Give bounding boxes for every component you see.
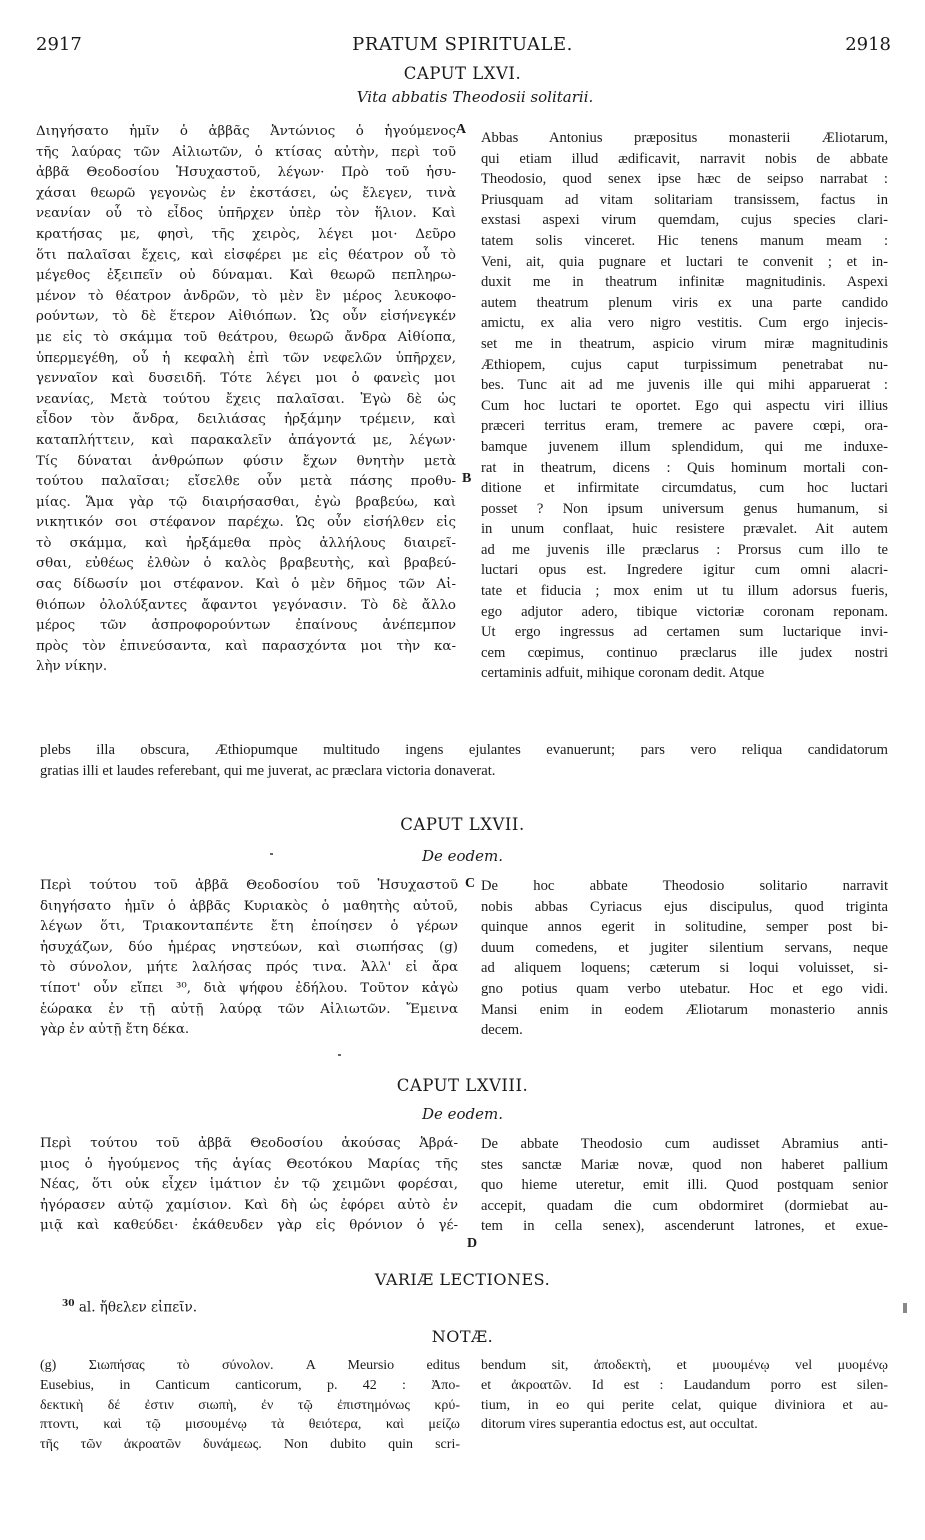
text-line: τὸ σύνολον, μήτε λαλήσας πρός τινα. Ἀλλ' εἰ ἄρα: [40, 960, 458, 976]
text-line: (g) Σιωπήσας τὸ σύνολον. A Meursio editus: [40, 1358, 460, 1373]
text-line: De abbate Theodosio cum audisset Abramius anti-: [481, 1136, 888, 1152]
text-line: bendum sit, ἀποδεκτὴ, et μυουμένῳ vel μυομένῳ: [481, 1358, 888, 1373]
text-line: set me in theatrum, aspicio virum miræ magnitudinis: [481, 335, 888, 352]
text-line: κρατήσας με, φησὶ, τῆς χειρὸς, λέγει μοι· Δεῦρο: [36, 226, 456, 242]
variant-text: al. ἤθελεν εἰπεῖν.: [78, 1299, 197, 1316]
margin-marker-b: B: [462, 471, 472, 486]
chapter-heading-67: CAPUT LXVII.: [400, 815, 525, 834]
text-line: nobis abbas Cyriacus ejus discipulus, quod triginta: [481, 898, 888, 915]
right-page-number: 2918: [845, 34, 891, 55]
text-line: νεανίαν οὗ τὸ εἶδος ὑπῆρχεν ὑπὲρ τὸν ἥλιον. Καὶ: [36, 206, 456, 222]
speck: [270, 853, 273, 855]
text-line: λὴν νίκην.: [36, 659, 108, 675]
greek-column-67: [40, 876, 458, 1041]
text-line: ἠγόρασεν αὐτῷ χαμίσιον. Καὶ δὴ ὡς ἐφόρει αὐτὸ ἐν: [40, 1197, 458, 1213]
text-line: De hoc abbate Theodosio solitario narravit: [481, 878, 888, 894]
text-line: Veni, ait, quia pugnare et luctari te convenit ; et in-: [481, 253, 888, 270]
text-line: Mansi enim in eodem Æliotarum monasterio annis: [481, 1001, 888, 1018]
text-line: bamque juvenem illum splendidum, qui me induxe-: [481, 438, 888, 455]
text-line: τούτου παλαῖσαι; εἴσελθε οὖν μετὰ πάσης προθυ-: [36, 474, 456, 490]
full-width-text-66: [40, 740, 888, 781]
text-line: τὸ σκάμμα, καὶ ἠρξάμεθα πρὸς ἀλλήλους διαιρεῖ-: [36, 535, 456, 551]
text-line: Περὶ τούτου τοῦ ἀββᾶ Θεοδοσίου ἀκούσας Ἀβρά-: [40, 1136, 458, 1151]
text-line: Æthiopem, cujus caput turpissimum penetrabat nu-: [481, 356, 888, 373]
text-line: tate et fiducia ; mox enim ut tu illum adorsus fueris,: [481, 583, 888, 600]
greek-column-68: [40, 1134, 458, 1237]
chapter-heading-68: CAPUT LXVIII.: [396, 1076, 529, 1095]
text-line: in unum conflaat, huic resistere prævalet. Ait autem: [481, 521, 888, 538]
text-line: καταπλήττειν, καὶ παρακαλεῖν ἀπάγοντά με, λέγων·: [36, 432, 456, 448]
text-line: duxit me in theatrum infinitæ magnitudinis. Aspexi: [481, 274, 888, 291]
text-line: præceri territus eram, tremere ac pavere cœpi, ora-: [481, 418, 888, 435]
text-line: πρὸς τὸν ἐπινεύσαντα, καὶ παρασχόντα μοι τὴν κα-: [36, 638, 456, 654]
text-line: δεκτικὴ δέ ἐστιν σιωπὴ, ἐν τῷ ἐπιστημόνως κρύ-: [40, 1397, 460, 1413]
text-line: certaminis adfuit, mihique coronam dedit. Atque: [481, 665, 765, 682]
running-title: PRATUM SPIRITUALE.: [352, 34, 573, 55]
text-line: luctari opus est. Ingredere igitur cum omni alacri-: [481, 562, 888, 579]
text-line: θιόπων ὀλολύξαντες ἄφαντοι γεγόνασιν. Τὸ δὲ ἄλλο: [36, 597, 456, 613]
text-line: Eusebius, in Canticum canticorum, p. 42 : Ἀπο-: [40, 1377, 460, 1393]
notes-right-column: [481, 1356, 888, 1435]
text-line: ego adjutor adero, tibique victoriæ coronam reponam.: [481, 603, 888, 620]
text-line: μιος ὁ ἡγούμενος τῆς ἁγίας Θεοτόκου Μαρίας τῆς: [40, 1156, 458, 1172]
text-line: μένον τὸ θέατρον ἀνδρῶν, τὸ μὲν ἓν μέρος λευκοφο-: [36, 288, 456, 304]
speck: [338, 1054, 341, 1056]
text-line: Abbas Antonius præpositus monasterii Æliotarum,: [481, 130, 888, 146]
text-line: μιᾷ καὶ καθεύδει· ἐκάθευδεν γὰρ εἰς θρόνιον ὁ γέ-: [40, 1218, 458, 1234]
text-line: τίποτ' οὖν εἴπει ³⁰, διὰ ψήφου ἐδήλου. Τοῦτον κἀγὼ: [40, 980, 458, 996]
chapter-subtitle-68: De eodem.: [421, 1105, 504, 1123]
margin-marker-c: C: [465, 876, 476, 891]
variae-lectiones-heading: VARIÆ LECTIONES.: [374, 1270, 551, 1289]
text-line: ad aliquem loquens; cæterum si loqui voluisset, si-: [481, 960, 888, 977]
text-line: accepit, quadam die cum obdormiret (dormiebat au-: [481, 1197, 888, 1214]
text-line: tium, in eo qui perite celat, quique diviniora et au-: [481, 1397, 888, 1413]
text-line: νικητικόν σοι στέφανον παρέχω. Ὡς οὖν εἰσήλθεν εἰς: [36, 515, 456, 531]
text-line: Priusquam ad vitam solitariam transissem, factus in: [481, 191, 888, 208]
text-line: bes. Tunc ait ad me juvenis ille qui mihi apparuerat :: [481, 377, 888, 394]
text-line: stes sanctæ Mariæ novæ, quod non haberet pallium: [481, 1156, 888, 1173]
text-line: Διηγήσατο ἡμῖν ὁ ἀββᾶς Ἀντώνιος ὁ ἡγούμενος: [36, 124, 456, 139]
chapter-heading-66: CAPUT LXVI.: [403, 64, 522, 83]
text-line: plebs illa obscura, Æthiopumque multitudo ingens ejulantes evanuerunt; pars vero reliqua candidatorum: [40, 742, 888, 758]
text-line: cem cœpimus, continuo præclarus ille judex nostri: [481, 644, 888, 661]
text-line: μέγεθος ἐξειπεῖν οὐ δύναμαι. Καὶ θεωρῶ πεπληρω-: [36, 268, 456, 284]
text-line: quinque annos egerit in solitudine, semper post bi-: [481, 919, 888, 936]
text-line: tem in cella senex), ascenderunt latrones, et exue-: [481, 1218, 888, 1235]
text-line: ditorum vires superantia edoctus est, aut occultat.: [481, 1417, 758, 1433]
text-line: ditione et infirmitate circumdatus, cum hoc luctari: [481, 480, 888, 497]
text-line: ἀββᾶ Θεοδοσίου Ἡσυχαστοῦ, λέγων· Πρὸ τοῦ ἡσυ-: [36, 165, 456, 181]
text-line: εἶδον τὸν ἄνδρα, δειλιάσας ἠρξάμην τρέμειν, καὶ: [36, 412, 456, 428]
text-line: Theodosio, quod senex ipse hæc de seipso narrabat :: [481, 171, 888, 188]
left-page-number: 2917: [36, 34, 82, 55]
notes-left-column: [40, 1356, 460, 1455]
text-line: Cum hoc luctari te oportet. Ego qui aspectu viri illius: [481, 397, 888, 414]
text-line: duum comedens, et jugiter silentium servans, neque: [481, 939, 888, 956]
text-line: Ut ergo ingressus ad certamen sum luctarique invi-: [481, 624, 888, 641]
chapter-subtitle-67: De eodem.: [421, 847, 504, 865]
notae-heading: NOTÆ.: [431, 1327, 494, 1346]
text-line: με εἰς τὸ σκάμμα τοῦ θεάτρου, θεωρῶ ἄνδρα Αἰθίοπα,: [36, 329, 456, 345]
greek-column-66: [36, 122, 456, 678]
latin-column-68: [481, 1134, 888, 1237]
text-line: τῆς τῶν ἀκροατῶν δυνάμεως. Non dubito quin scri-: [40, 1437, 460, 1453]
text-line: μίας. Ἅμα γὰρ τῷ διαιρήσασθαι, ἐγὼ βραβεύω, καὶ: [36, 494, 456, 510]
latin-column-67: [481, 876, 888, 1041]
text-line: ὅτι παλαῖσαι ἔχεις, καὶ εἰσφέρει με εἰς θέατρον οὗ τὸ: [36, 247, 456, 263]
text-line: τῆς λαύρας τῶν Αἰλιωτῶν, ὁ κτίσας αὐτὴν, περὶ τοῦ: [36, 144, 456, 160]
text-line: ἡσυχάζων, δύο ἡμέρας νηστεύων, καὶ σιωπήσας (g): [40, 939, 458, 955]
text-line: πτοντι, καὶ τῷ μισουμένῳ τὰ θειότερα, καὶ μείζω: [40, 1417, 460, 1433]
text-line: qui etiam illud ædificavit, narravit nobis de abbate: [481, 150, 888, 167]
text-line: Περὶ τούτου τοῦ ἀββᾶ Θεοδοσίου τοῦ Ἡσυχαστοῦ: [40, 878, 458, 893]
text-line: Τίς δύναται ἀνθρώπων φύσιν ἔχων θνητὴν μετὰ: [36, 453, 456, 469]
text-line: ὑπερμεγέθη, οὗ ἡ κεφαλὴ ἐπὶ τῶν νεφελῶν ὑπῆρχεν,: [36, 350, 456, 366]
latin-column-66: [481, 128, 888, 684]
text-line: amictu, ex alia vero nigro vestitis. Cum ergo injecis-: [481, 315, 888, 332]
text-line: νεανίας, Μετὰ τούτου ἔχεις παλαῖσαι. Ἐγὼ δὲ ὡς: [36, 391, 456, 407]
text-line: exstasi aspexi virum quemdam, cujus species clari-: [481, 212, 888, 229]
variant-number: 30: [62, 1299, 75, 1309]
text-line: tatem solis vinceret. Hic tenens manum meam :: [481, 232, 888, 249]
margin-marker-d: D: [467, 1236, 478, 1251]
text-line: posset ? Non ipsum universum genus humanum, si: [481, 500, 888, 517]
margin-marker-a: A: [456, 122, 467, 137]
text-line: διηγήσατο ἡμῖν ὁ ἀββᾶς Κυριακὸς ὁ μαθητὴς αὐτοῦ,: [40, 898, 458, 914]
text-line: ρούντων, τὸ δὲ ἕτερον Αἰθιόπων. Ὡς οὖν εἰσήνεγκέν: [36, 309, 456, 325]
chapter-subtitle-66: Vita abbatis Theodosii solitarii.: [356, 88, 594, 106]
text-line: quo hieme uteretur, emit illi. Quod postquam senior: [481, 1177, 888, 1194]
text-line: γενναῖον καὶ δυσειδῆ. Τότε λέγει μοι ὁ φανεὶς μοι: [36, 371, 456, 387]
text-line: μέρος τῶν ἀσπροφορούντων ἐπαίνους ἀνέπεμπον: [36, 618, 456, 634]
text-line: σας δίδωσίν μοι στέφανον. Καὶ ὁ μὲν δῆμος τῶν Αἰ-: [36, 577, 456, 593]
text-line: rat in theatrum, dicens : Quis hominum mortali con-: [481, 459, 888, 476]
text-line: gratias illi et laudes referebant, qui me juverat, ac præclara victoria donaverat.: [40, 762, 496, 779]
text-line: Νέας, ὅτι οὐκ εἶχεν ἱμάτιον ἐν τῷ χειμῶνι φορέσαι,: [40, 1177, 458, 1193]
text-line: autem theatrum plenum viris ex una parte candido: [481, 294, 888, 311]
text-line: γὰρ ἐν αὐτῇ ἔτη δέκα.: [40, 1022, 190, 1038]
text-line: ad me juvenis ille præclarus : Prorsus cum illo te: [481, 541, 888, 558]
text-line: ἑώρακα ἐν τῇ αὐτῇ λαύρᾳ τῶν Αἰλιωτῶν. Ἔμεινα: [40, 1001, 458, 1017]
text-line: χάσαι θεωρῶ γεγονὼς ἐν ἐκστάσει, ὡς ἔλεγεν, τινὰ: [36, 185, 456, 201]
text-line: σθαι, εὐθέως ἐλθὼν ὁ καλὸς βραβευτὴς, καὶ βραβεύ-: [36, 556, 456, 572]
text-line: decem.: [481, 1022, 523, 1039]
variant-reading: [62, 1299, 197, 1316]
text-line: gno potius quam verbo utebatur. Hoc et ego vidi.: [481, 980, 888, 997]
text-line: et ἀκροατῶν. Id est : Laudandum porro est silen-: [481, 1377, 888, 1393]
text-line: λέγων ὅτι, Τριακονταπέντε ἔτη ἐποίησεν ὁ γέρων: [40, 919, 458, 935]
margin-tick: [903, 1303, 907, 1313]
